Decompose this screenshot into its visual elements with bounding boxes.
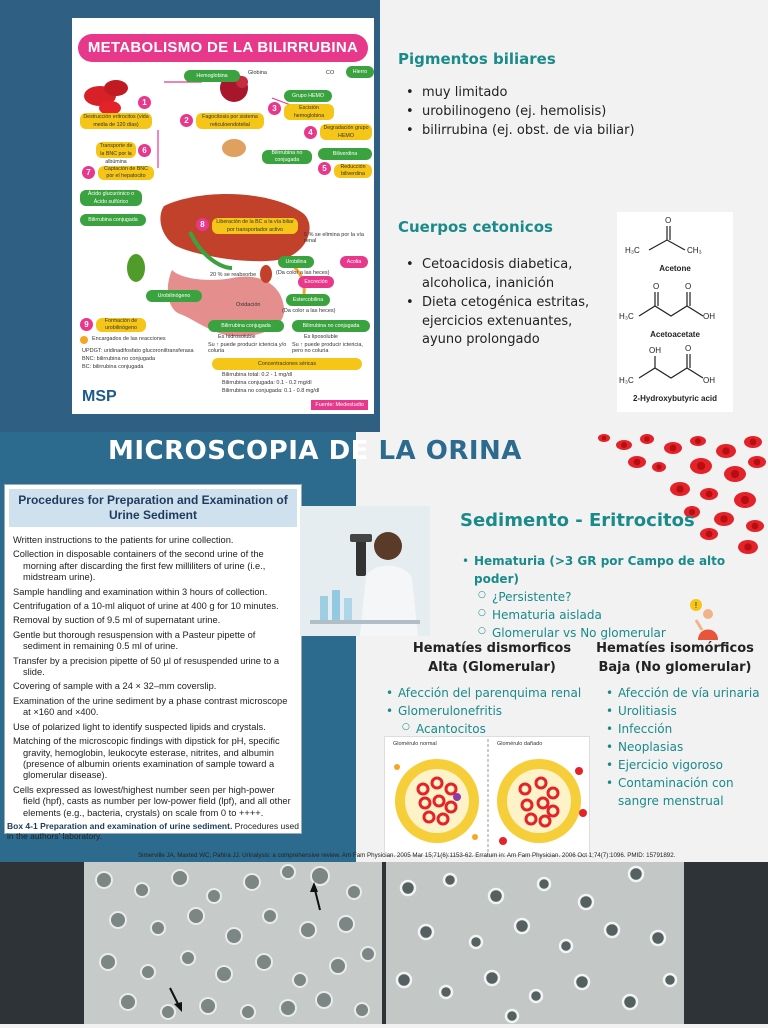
label-da-color-orina: (Da color a las heces) — [276, 270, 330, 276]
microscopia-section — [0, 432, 768, 862]
hydroxybutyric-label: 2-Hydroxybutyric acid — [632, 394, 718, 403]
label-reabsorbe: 20 % se reabsorbe — [210, 272, 257, 278]
pill-bnc-box: Bilirrubina no conjugada — [292, 320, 370, 332]
rbc-decoration-icon — [640, 434, 654, 444]
legend-2: BNC: bilirrubina no conjugada — [82, 356, 156, 362]
urine-sediment-right — [386, 862, 684, 1024]
list-item: • muy limitado — [406, 84, 736, 103]
rbc-decoration-icon — [714, 512, 734, 526]
rbc-decoration-icon — [616, 440, 632, 450]
list-subitem: ○ Hematuria aislada — [462, 606, 762, 624]
glom-danado-label: Glomérulo dañado — [497, 741, 543, 747]
procedure-step: Centrifugation of a 10-ml aliquot of urine at 400 g for 10 minutes. — [13, 601, 279, 612]
label-globina: Globina — [248, 70, 267, 76]
hydroxy-o-label: O — [685, 344, 692, 353]
list-item: • Dieta cetogénica estritas, ejercicios extenuantes, ayuno prolongado — [406, 294, 608, 351]
pill-formacion: Formación de urobilinógeno — [96, 318, 146, 332]
isomorficos-heading: Hematíes isomórficos Baja (No glomerular) — [596, 641, 754, 675]
acetone-o-label: O — [665, 216, 672, 225]
hydroxy-oh-label: OH — [649, 346, 661, 355]
step-5-badge: 5 — [318, 162, 331, 175]
rbc-decoration-icon — [670, 482, 690, 496]
list-item: • bilirrubina (ej. obst. de via biliar) — [406, 122, 736, 141]
box-4-1-caption — [7, 821, 301, 841]
glomerulus-figure — [384, 736, 590, 856]
hydroxy-oh2-label: OH — [703, 376, 715, 385]
lab-photo — [300, 506, 430, 636]
pill-degradacion: Degradación grupo HEMO — [320, 124, 372, 140]
pill-concentraciones: Concentraciones séricas — [212, 358, 362, 370]
label-su-aumento-1: Su ↑ puede producir ictericia y/o coluria — [208, 342, 287, 355]
acetoacetate-o2-label: O — [685, 282, 692, 291]
rbc-decoration-icon — [652, 462, 666, 472]
pill-bil-no-conj: Bilirrubina no conjugada — [262, 150, 312, 164]
rbc-decoration-icon — [724, 466, 746, 482]
step-4-badge: 4 — [304, 126, 317, 139]
rbc-decoration-icon — [700, 488, 718, 500]
pill-fagocitosis: Fagocitosis por sistema reticuloendotelial — [196, 113, 264, 129]
glom-normal-label: Glomérulo normal — [393, 741, 437, 747]
pill-transporte: Transporte de la BNC por la albúmina — [96, 142, 136, 158]
conc-row-0: Bilirrubina total: 0.2 - 1 mg/dl — [222, 372, 293, 378]
pill-acido: Ácido glucurónico o Ácido sulfúrico — [80, 190, 142, 206]
caption-rest: Procedures used in the authors' laboratory. — [7, 821, 299, 841]
pill-acolia: Acolia — [340, 256, 368, 268]
ketone-structures-svg — [617, 212, 733, 412]
sedimento-title: Sedimento - Eritrocitos — [460, 510, 695, 531]
procedure-step: Matching of the microscopic findings with dipstick for pH, specific gravity, hemoglobin, leukocyte esterase, nitrites, and albumin (presence of albumin orients examination of sample toward a glomerular disease). — [13, 736, 280, 781]
list-item: • Afección de vía urinaria — [606, 684, 766, 702]
list-item: • Afección del parenquima renal — [386, 684, 600, 702]
acetoacetate-oh-label: OH — [703, 312, 715, 321]
svg-text:!: ! — [694, 601, 698, 610]
list-item: • Ejercicio vigoroso — [606, 756, 766, 774]
box-4-1-title: Procedures for Preparation and Examination of Urine Sediment — [9, 489, 297, 527]
urine-sediment-left — [84, 862, 382, 1024]
acetoacetate-label: Acetoacetate — [650, 330, 700, 339]
pill-captacion: Captación de BNC por el hepatocito — [98, 166, 154, 180]
macrophage-icon — [222, 139, 246, 157]
legend-3: BC: bilirrubina conjugada — [82, 364, 144, 370]
pill-grupo-hemo: Grupo HEMO — [284, 90, 332, 102]
list-item: • Urolitiasis — [606, 702, 766, 720]
label-co: CO — [326, 70, 335, 76]
step-6-badge: 6 — [138, 144, 151, 157]
rbc-decoration-icon — [598, 434, 610, 442]
label-da-color-heces: (Da color a las heces) — [282, 308, 336, 314]
rbc-decoration-icon — [700, 528, 718, 540]
list-item: • Neoplasias — [606, 738, 766, 756]
dismorficos-list — [386, 684, 600, 738]
bilirubin-infographic — [72, 18, 374, 414]
procedure-step: Collection in disposable containers of the second urine of the morning after discarding the first few milliliters of urine (i.e., midstream urine). — [13, 549, 266, 583]
box-4-1-body — [5, 531, 301, 826]
microscopy-strip — [0, 862, 768, 1024]
label-oxidacion: Oxidación — [236, 302, 261, 308]
step-2-badge: 2 — [180, 114, 193, 127]
pill-hierro: Hierro — [346, 66, 374, 78]
acetoacetate-h3c-label: H₃C — [619, 312, 634, 321]
caption-bold: Box 4-1 Preparation and examination of urine sediment. — [7, 821, 233, 831]
label-liposoluble: Es liposoluble — [304, 334, 338, 340]
pill-excrecion: Excreción — [298, 276, 334, 288]
pigmentos-heading: Pigmentos biliares — [398, 50, 556, 68]
pill-urobilina: Urobilina — [278, 256, 314, 268]
step-8-badge: 8 — [196, 218, 209, 231]
procedure-step: Written instructions to the patients for urine collection. — [13, 535, 234, 545]
rbc-decoration-icon — [628, 456, 646, 468]
ketone-structures-figure — [617, 212, 733, 412]
acetone-ch3-label: CH₃ — [687, 246, 702, 255]
procedure-step: Transfer by a precision pipette of 50 µl of resuspended urine to a slide. — [13, 655, 279, 678]
pill-escision: Escisión hemoglobina — [284, 104, 334, 120]
step-1-badge: 1 — [138, 96, 151, 109]
procedure-step: Examination of the urine sediment by a phase contrast microscope at ×160 and ×400. — [13, 695, 288, 718]
box-4-1 — [4, 484, 302, 841]
pigmentos-list — [406, 84, 736, 141]
question-person-icon — [688, 598, 722, 642]
acetone-label: Acetone — [659, 264, 691, 273]
pill-reduccion: Reducción biliverdina — [334, 164, 372, 178]
rbc-decoration-icon — [716, 444, 736, 458]
kidney-icon — [260, 265, 272, 283]
list-item: • Hematuria (>3 GR por Campo de alto poder) — [462, 552, 762, 588]
pill-biliverdina: Biliverdina — [318, 148, 372, 160]
procedure-step: Removal by suction of 9.5 ml of supernatant urine. — [13, 615, 221, 626]
rbc-decoration-icon — [690, 458, 712, 474]
pill-bil-conj: Bilirrubina conjugada — [80, 214, 146, 226]
infographic-source: Fuente: Medestudio — [311, 400, 368, 410]
procedure-step: Cells expressed as lowest/highest number seen per high-power field (hpf), casts as number per low-power field (lpf), and all other elements (e.g., bacteria, crystals) on scale from 0 to ++++. — [13, 784, 291, 818]
procedure-step: Gentle but thorough resuspension with a Pasteur pipette of sediment in remaining 0.5 ml of urine. — [13, 629, 256, 652]
list-item: • Glomerulonefritis — [386, 702, 600, 720]
top-section — [0, 0, 768, 432]
list-item: • Cetoacidosis diabetica, alcoholica, inanición — [406, 256, 608, 294]
title-part-2: LA ORINA — [378, 436, 522, 466]
lab-scientist-image — [300, 506, 430, 636]
rbc-decoration-icon — [690, 436, 706, 446]
cetonicos-list — [406, 256, 608, 350]
acetone-h3c-label: H₃C — [625, 246, 640, 255]
pill-bc-box: Bilirrubina conjugada — [208, 320, 284, 332]
infographic-frame — [0, 0, 380, 432]
rbc-decoration-icon — [664, 442, 682, 454]
step-9-badge: 9 — [80, 318, 93, 331]
cetonicos-heading: Cuerpos cetonicos — [398, 218, 553, 236]
rbc-decoration-icon — [734, 492, 756, 508]
procedure-step: Use of polarized light to identify suspected lipids and crystals. — [13, 721, 266, 732]
rbc-decoration-icon — [746, 520, 764, 532]
gallbladder-icon — [127, 254, 145, 282]
list-item: • urobilinogeno (ej. hemolisis) — [406, 103, 736, 122]
conc-row-2: Bilirrubina no conjugada: 0.1 - 0.8 mg/dl — [222, 388, 320, 394]
pill-destruccion: Destrucción eritrocitos (vida media de 120 días) — [80, 113, 152, 129]
list-subitem: ○ Glomerular vs No glomerular — [462, 624, 762, 642]
list-item: • Contaminación con sangre menstrual — [606, 774, 766, 810]
procedure-step: Covering of sample with a 24 × 32–mm coverslip. — [13, 681, 217, 692]
infographic-title: METABOLISMO DE LA BILIRRUBINA — [78, 34, 368, 62]
citation: Simerville JA, Maxted WC, Pahira JJ. Urinalysis: a comprehensive review. Am Fam Physician. 2005 Mar 15;71(6):1153-62. Erratum in: Am Fam Physician. 2006 Oct 1;74(7):1096. PMID: 15791892. — [138, 852, 676, 859]
conc-row-1: Bilirrubina conjugada: 0.1 - 0.2 mg/dl — [222, 380, 312, 386]
microscopia-title — [108, 436, 522, 466]
pill-liberacion: Liberación de la BC a la vía biliar por transportador activo — [212, 218, 298, 234]
step-3-badge: 3 — [268, 102, 281, 115]
list-item: • Infección — [606, 720, 766, 738]
microscopy-image-left — [84, 862, 382, 1024]
rbc-decoration-icon — [748, 456, 766, 468]
list-subitem: ○ ¿Persistente? — [462, 588, 762, 606]
msp-logo: MSP — [82, 388, 117, 405]
dismorficos-heading: Hematíes dismorficos Alta (Glomerular) — [412, 641, 572, 675]
legend-0: Encargados de las reacciones — [92, 336, 166, 342]
acetoacetate-o1-label: O — [653, 282, 660, 291]
label-hidrosoluble: Es hidrosoluble — [218, 334, 256, 340]
pill-hemoglobina: Hemoglobina — [184, 70, 240, 82]
label-su-aumento-2: Su ↑ puede producir ictericia, pero no coluria — [292, 342, 363, 355]
label-elimina: 5 % se elimina por la vía renal — [304, 232, 364, 245]
pill-estercobilina: Estercobilina — [286, 294, 330, 306]
step-7-badge: 7 — [82, 166, 95, 179]
procedure-step: Sample handling and examination within 3 hours of collection. — [13, 586, 268, 597]
isomorficos-list — [606, 684, 766, 810]
pill-urobilinogeno: Urobilinógeno — [146, 290, 202, 302]
legend-1: UPDGT: uridinadifosfato glucoroniltransferasa — [82, 348, 194, 354]
rbc-decoration-icon — [744, 436, 762, 448]
glomerulus-diagram — [385, 737, 591, 857]
title-part-1: MICROSCOPIA DE — [108, 436, 369, 466]
microscopy-image-right — [386, 862, 684, 1024]
legend-dot-icon — [80, 336, 88, 344]
list-subitem: ○ Acantocitos — [386, 720, 600, 738]
hydroxy-h3c-label: H₃C — [619, 376, 634, 385]
